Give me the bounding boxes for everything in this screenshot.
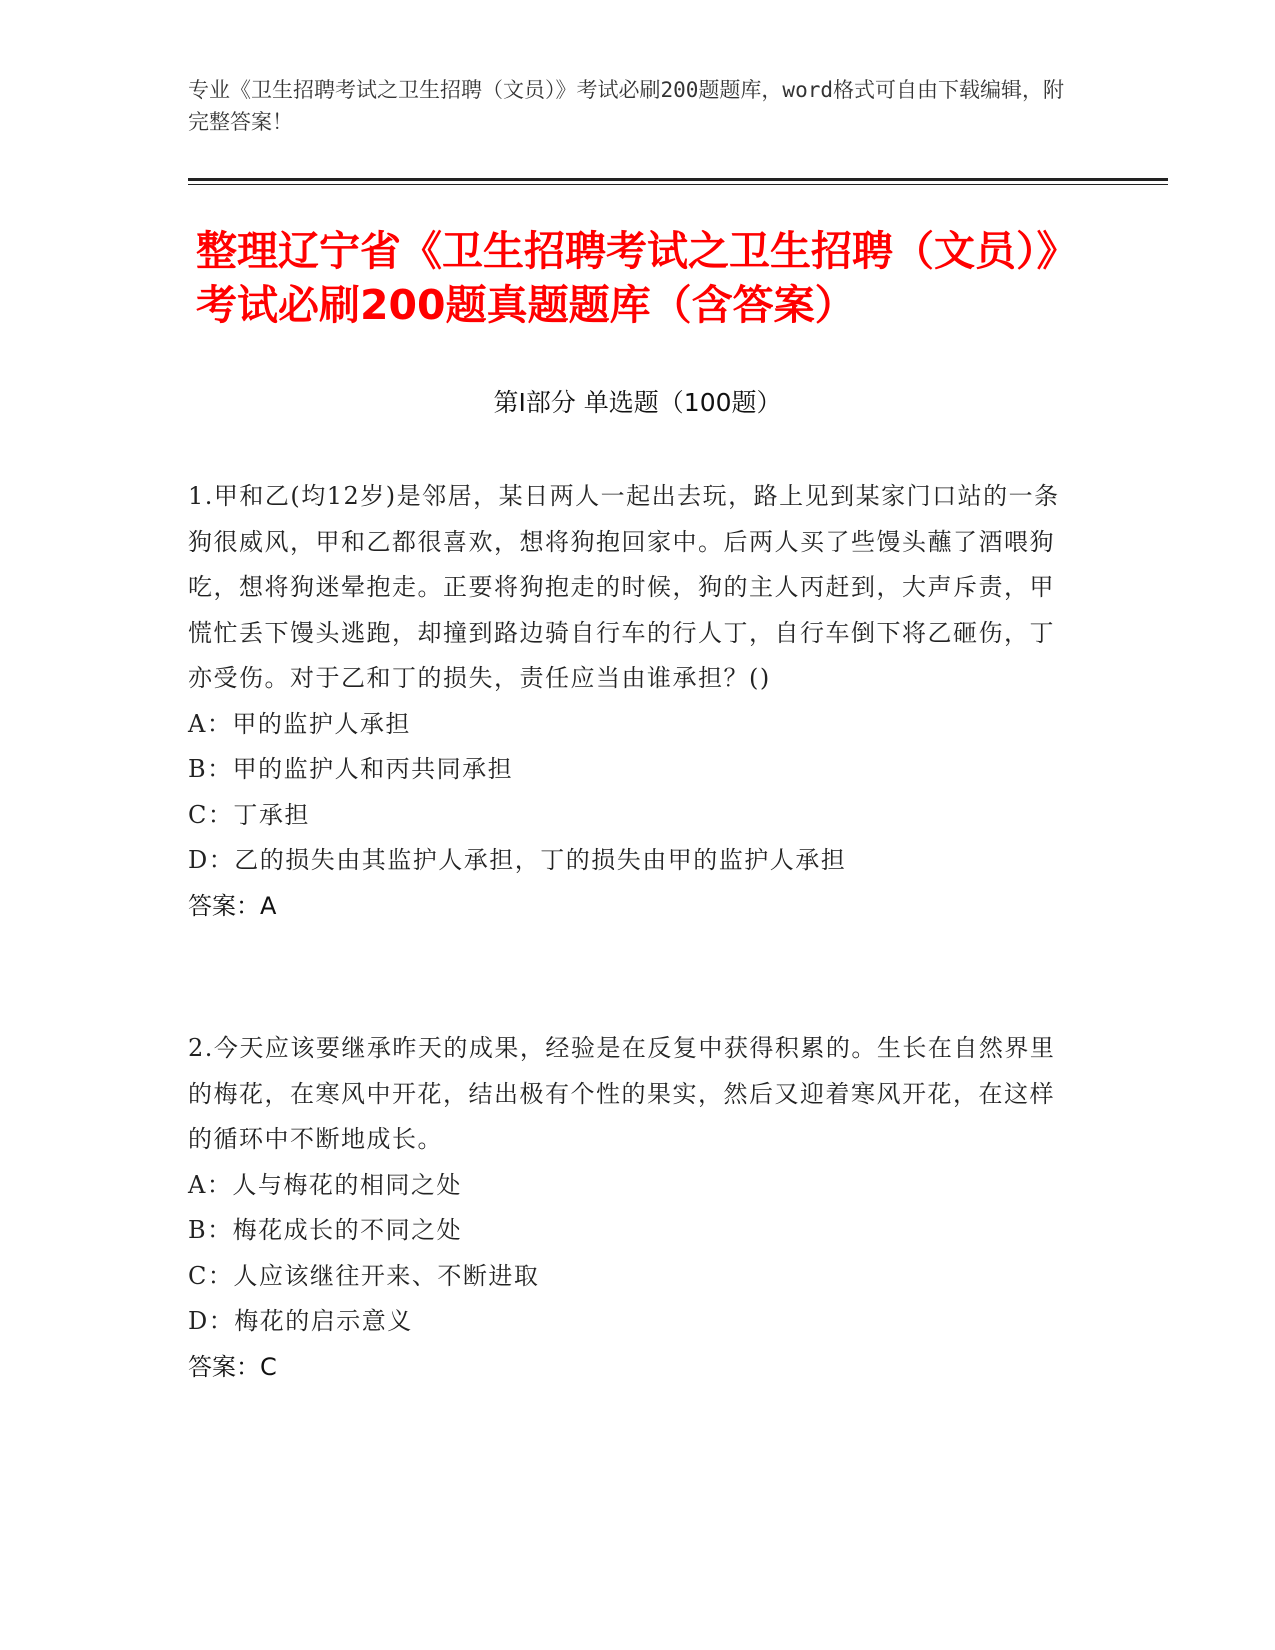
option-c: C：人应该继往开来、不断进取: [188, 1261, 540, 1290]
header-divider-thick: [188, 178, 1168, 181]
option-a: A：甲的监护人承担: [188, 709, 411, 738]
option-b: B：梅花成长的不同之处: [188, 1216, 463, 1244]
header-note: 专业《卫生招聘考试之卫生招聘（文员）》考试必刷200题题库，word格式可自由下载编辑，附完整答案！: [188, 78, 1064, 134]
header-divider-thin: [188, 184, 1168, 185]
option-a: A：人与梅花的相同之处: [188, 1170, 462, 1199]
section-heading: 第Ⅰ部分 单选题（100题）: [493, 388, 782, 417]
question-1: [188, 474, 1068, 929]
question-stem: 1.甲和乙(均12岁)是邻居，某日两人一起出去玩，路上见到某家门口站的一条狗很威风，甲和乙都很喜欢，想将狗抱回家中。后两人买了些馒头蘸了酒喂狗吃，想将狗迷晕抱走。正要将狗抱走的时候，狗的主人丙赶到，大声斥责，甲慌忙丢下馒头逃跑，却撞到路边骑自行车的行人丁，自行车倒下将乙砸伤，丁亦受伤。对于乙和丁的损失，责任应当由谁承担？(): [188, 482, 1060, 692]
question-stem: 2.今天应该要继承昨天的成果，经验是在反复中获得积累的。生长在自然界里的梅花，在寒风中开花，结出极有个性的果实，然后又迎着寒风开花，在这样的循环中不断地成长。: [188, 1034, 1056, 1153]
answer: 答案：C: [188, 1352, 277, 1381]
answer: 答案：A: [188, 891, 277, 920]
option-d: D：梅花的启示意义: [188, 1307, 413, 1335]
option-c: C：丁承担: [188, 800, 310, 829]
option-b: B：甲的监护人和丙共同承担: [188, 755, 514, 783]
question-2: [188, 1026, 1068, 1390]
option-d: D：乙的损失由其监护人承担，丁的损失由甲的监护人承担: [188, 846, 847, 874]
document-title: 整理辽宁省《卫生招聘考试之卫生招聘（文员）》考试必刷200题真题题库（含答案）: [196, 227, 1078, 329]
